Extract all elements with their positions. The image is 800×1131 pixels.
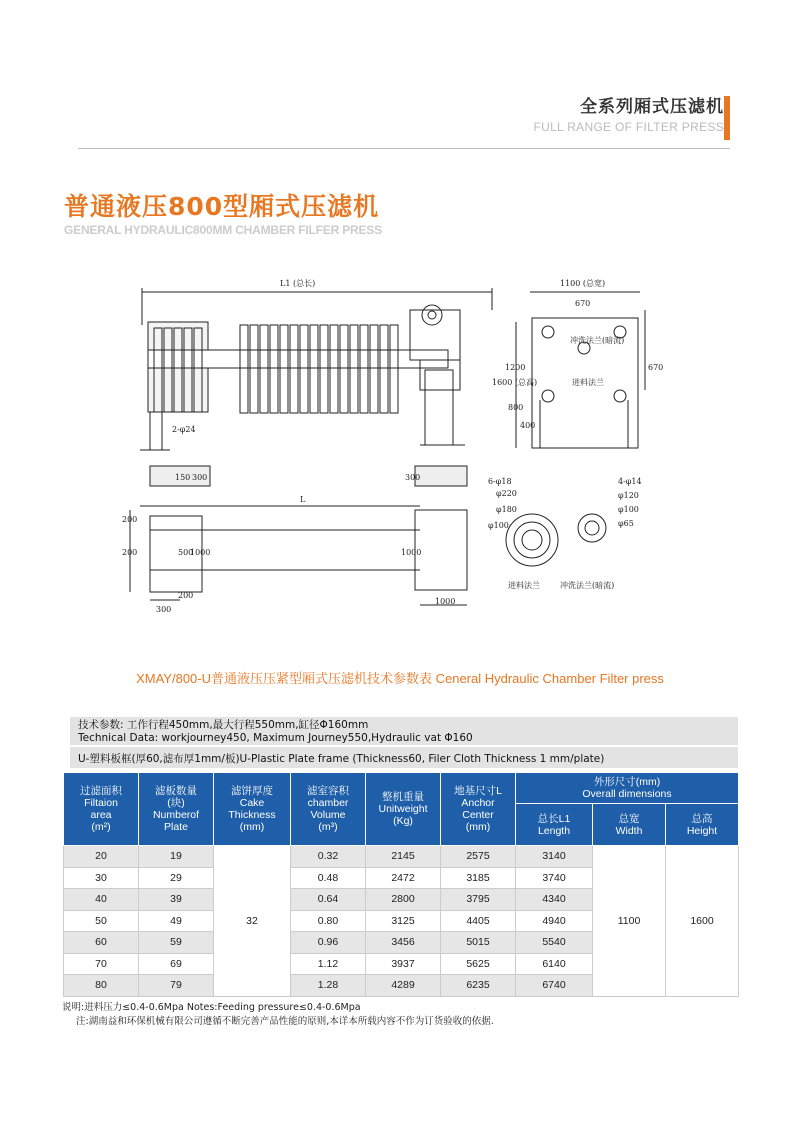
table-row: 70 69 1.12 3937 5625 6140: [64, 953, 739, 975]
dim-200c: 200: [178, 591, 194, 600]
header-block: [533, 92, 724, 134]
height-value: 1600: [666, 846, 739, 997]
table-title: XMAY/800-U普通液压压紧型厢式压滤机技术参数表 Ceneral Hydraulic Chamber Filter press: [136, 671, 664, 686]
label-flush: 冲洗法兰(暗流): [570, 336, 625, 345]
table-row: 20 19 32 0.32 2145 2575 3140 1100 1600: [64, 846, 739, 868]
th-volume: 滤室容积 chamber Volume (m³): [291, 773, 366, 846]
cake-value: 32: [214, 846, 291, 997]
dim-200b: 200: [122, 548, 138, 557]
dim-1000a: 1000: [190, 548, 211, 557]
dim-670: 670: [575, 299, 591, 308]
tech-data-box: [70, 717, 738, 745]
spec-table: [63, 772, 739, 997]
dim-1200: 1200: [505, 363, 526, 372]
flange-phi120: φ120: [618, 491, 639, 500]
th-anchor: 地基尺寸L Anchor Center (mm): [441, 773, 516, 846]
dim-total-width: 1100 (总宽): [560, 279, 606, 288]
flange-4phi14: 4-φ14: [618, 477, 642, 486]
th-overall: 外形尺寸(mm) Overall dimensions: [516, 773, 739, 804]
dim-1600: 1600 (总高): [492, 378, 538, 387]
dim-l1: L1 (总长): [280, 279, 316, 288]
th-area: 过滤面积 Filtaion area (m²): [64, 773, 139, 846]
header-divider: [78, 148, 730, 149]
dim-200a: 200: [122, 515, 138, 524]
label-flush-flange: 冲洗法兰(暗流): [560, 581, 615, 590]
th-length: 总长L1 Length: [516, 804, 593, 846]
flange-phi100: φ100: [488, 521, 509, 530]
dim-400: 400: [520, 421, 536, 430]
page-subtitle: GENERAL HYDRAULIC800MM CHAMBER FILFER PRESS: [64, 223, 382, 237]
technical-drawing: [120, 270, 680, 640]
header-title-cn: 全系列厢式压滤机: [580, 97, 724, 117]
header-accent-bar: [724, 96, 730, 140]
table-row: 50 49 0.80 3125 4405 4940: [64, 910, 739, 932]
plate-info-box: U-塑料板框(厚60,滤布厚1mm/板)U-Plastic Plate frame (Thickness60, Filer Cloth Thickness 1 mm/plate): [70, 747, 738, 768]
label-inlet-flange: 进料法兰: [508, 581, 540, 590]
dim-800: 800: [508, 403, 524, 412]
dim-1000c: 1000: [435, 597, 456, 606]
dim-150: 150: [175, 473, 191, 482]
table-row: 30 29 0.48 2472 3185 3740: [64, 867, 739, 889]
flange-phi65: φ65: [618, 519, 634, 528]
dim-300c: 300: [156, 605, 172, 614]
dim-500: 500: [178, 548, 194, 557]
table-row: 80 79 1.28 4289 6235 6740: [64, 975, 739, 997]
dim-300a: 300: [192, 473, 208, 482]
flange-phi100b: φ100: [618, 505, 639, 514]
flange-phi180: φ180: [496, 505, 517, 514]
tech-data-cn: 技术参数: 工作行程450mm,最大行程550mm,缸径Φ160mm: [78, 719, 369, 731]
th-plates: 滤板数量 (块) Numberof Plate: [139, 773, 214, 846]
flange-phi220: φ220: [496, 489, 517, 498]
dim-670b: 670: [648, 363, 664, 372]
th-weight: 整机重量 Unitweight (Kg): [366, 773, 441, 846]
dim-1000b: 1000: [401, 548, 422, 557]
dim-300b: 300: [405, 473, 421, 482]
tech-data-en: Technical Data: workjourney450, Maximum Journey550,Hydraulic vat Φ160: [78, 731, 473, 744]
page-title: 普通液压800型厢式压滤机: [64, 192, 380, 221]
table-row: 60 59 0.96 3456 5015 5540: [64, 932, 739, 954]
label-inlet: 进料法兰: [572, 378, 604, 387]
flange-6phi18: 6-φ18: [488, 477, 512, 486]
header-title-en: FULL RANGE OF FILTER PRESS: [533, 120, 724, 134]
th-cake: 滤饼厚度 Cake Thickness (mm): [214, 773, 291, 846]
width-value: 1100: [593, 846, 666, 997]
note-disclaimer: 注:湖南益和环保机械有限公司遵循不断完善产品性能的原则,本详本所载内容不作为订货验收的依据.: [76, 1016, 494, 1027]
dim-bolt: 2-φ24: [172, 425, 196, 434]
dim-L: L: [300, 495, 306, 504]
note-pressure: 说明:进料压力≤0.4-0.6Mpa Notes:Feeding pressure≤0.4-0.6Mpa: [62, 1002, 361, 1013]
th-width: 总宽 Width: [593, 804, 666, 846]
th-height: 总高 Height: [666, 804, 739, 846]
table-row: 40 39 0.64 2800 3795 4340: [64, 889, 739, 911]
